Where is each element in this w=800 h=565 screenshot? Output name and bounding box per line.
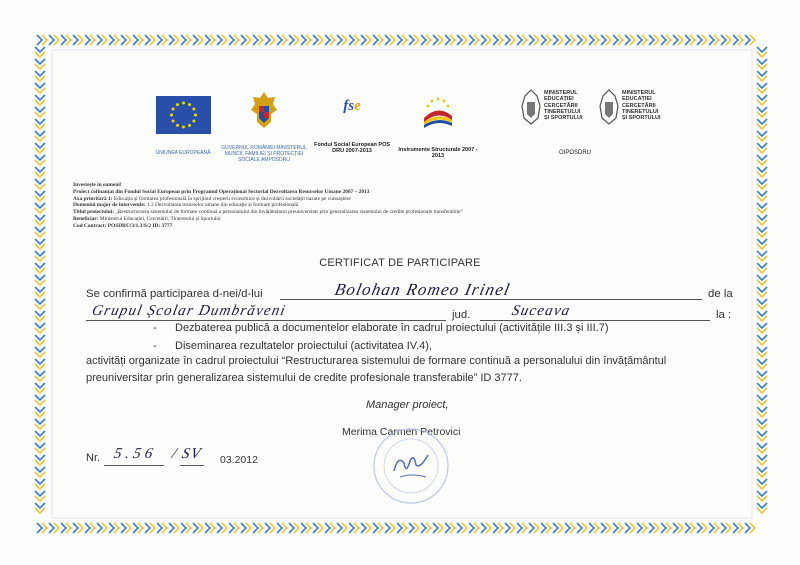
ministry-line: ȘI SPORTULUI bbox=[622, 115, 661, 122]
info-contract: Cod Contract: POSDRU/3/1.3/S/2 ID: 3777 bbox=[73, 222, 173, 229]
jud-label: jud. bbox=[452, 309, 471, 321]
ministry-line: TINERETULUI bbox=[622, 108, 659, 115]
fse-mark-accent: e bbox=[354, 98, 361, 114]
stamp-signature-icon bbox=[370, 425, 452, 507]
ministry-line: CERCETĂRII bbox=[622, 102, 656, 109]
body-line-2: preuniversitar prin generalizarea sistemului de credite profesionale transferabile” ID 3777. bbox=[86, 372, 522, 384]
nr-label: Nr. bbox=[86, 452, 101, 464]
structural-instruments-caption: Instrumente Structurale 2007 - 2013 bbox=[398, 147, 478, 159]
activity-1: Dezbaterea publică a documentelor elaborate în cadrul proiectului (activitățile III.3 și III.7) bbox=[175, 322, 609, 334]
fse-logo bbox=[312, 92, 392, 154]
ministry-line: EDUCAȚIEI bbox=[544, 96, 574, 103]
ministry-text-2 bbox=[622, 90, 661, 121]
coat-of-arms-icon bbox=[249, 90, 279, 130]
info-beneficiary-label: Beneficiar: bbox=[73, 215, 99, 222]
cert-date: 03.2012 bbox=[220, 454, 258, 466]
la-text: la : bbox=[716, 309, 732, 321]
info-title-label: Titlul proiectului: bbox=[73, 209, 114, 216]
government-caption: GUVERNUL ROMÂNIEI MINISTERUL MUNCII, FAMILIEI ȘI PROTECȚIEI SOCIALE AMPOSDRU bbox=[221, 145, 307, 163]
school-underline bbox=[86, 320, 446, 321]
nr-underline bbox=[104, 465, 164, 466]
info-beneficiary-value: Ministerul Educației, Cercetării, Tineretului și Sportului bbox=[98, 215, 221, 222]
bullet: - bbox=[153, 340, 157, 352]
ministry-line: MINISTERUL bbox=[622, 90, 656, 96]
ministry-crest-icon bbox=[520, 88, 542, 126]
info-axis-value: Educația și formarea profesională în sprijinul creșterii economice și dezvoltării societății bazate pe cunoaștere bbox=[112, 195, 351, 202]
nr-value: 5.56 bbox=[112, 446, 159, 462]
fse-caption: Fondul Social European POS DRU 2007-2013 bbox=[313, 142, 391, 154]
ministry-line: ȘI SPORTULUI bbox=[544, 115, 583, 122]
participant-name: Bolohan Romeo Irinel bbox=[333, 280, 513, 299]
info-slogan: Investește în oameni! bbox=[73, 182, 122, 188]
ministry-caption: OIPOSDRU bbox=[558, 150, 591, 156]
ministry-line: EDUCAȚIEI bbox=[622, 96, 652, 103]
nr-slash: / bbox=[170, 446, 180, 462]
project-info bbox=[73, 182, 673, 230]
body-line-1: activități organizate în cadrul proiectului “Restructurarea sistemului de formare continuă a personalului din învățământul bbox=[86, 355, 667, 367]
ministry-logo-2 bbox=[598, 88, 670, 128]
info-title bbox=[73, 209, 673, 216]
eu-caption: UNIUNEA EUROPEANĂ bbox=[155, 150, 211, 156]
school-name: Grupul Școlar Dumbrăveni bbox=[90, 303, 288, 319]
ministry-crest-icon bbox=[598, 88, 620, 126]
manager-name: Merima Carmen Petrovici bbox=[342, 426, 461, 438]
eu-flag-logo bbox=[150, 96, 216, 156]
ministry-line: MINISTERUL bbox=[544, 90, 578, 96]
manager-label: Manager proiect, bbox=[366, 399, 449, 411]
ministry-line: CERCETĂRII bbox=[544, 102, 578, 109]
fse-mark bbox=[332, 98, 372, 118]
county-name: Suceava bbox=[510, 303, 573, 319]
activity-2: Diseminarea rezultatelor proiectului (activitatea IV.4), bbox=[175, 340, 432, 352]
info-title-value: „Restructurarea sistemului de formare continuă a personalului din învățământul preuniversitar prin generalizarea sistemului de credite profesionale transferabile” bbox=[114, 209, 463, 216]
fse-mark-main: fs bbox=[343, 98, 355, 114]
info-cofinance: Proiect cofinanțat din Fondul Social European prin Programul Operațional Sectorial Dezvoltarea Resurselor Umane 2007 – 2013 bbox=[73, 188, 370, 195]
county-underline bbox=[480, 320, 710, 321]
ministry-text-1 bbox=[544, 90, 583, 121]
de-la-text: de la bbox=[708, 288, 733, 300]
bullet: - bbox=[153, 322, 157, 334]
info-axis-label: Axa prioritară 1: bbox=[73, 195, 113, 202]
nr-suffix-underline bbox=[180, 465, 204, 466]
info-beneficiary bbox=[73, 216, 673, 223]
certificate-title: CERTIFICAT DE PARTICIPARE bbox=[319, 257, 481, 269]
confirm-text: Se confirmă participarea d-nei/d-lui bbox=[86, 288, 263, 300]
nr-suffix: SV bbox=[180, 446, 203, 462]
logo-row bbox=[140, 88, 680, 168]
government-crest-logo bbox=[220, 90, 308, 163]
ministry-logo-1 bbox=[520, 88, 592, 128]
info-domain-label: Domeniul major de intervenție: bbox=[73, 202, 146, 209]
eu-flag-icon bbox=[156, 96, 211, 134]
structural-instruments-logo bbox=[398, 92, 478, 159]
info-domain-value: 1.3 Dezvoltarea resurselor umane din educație și formare profesională bbox=[145, 202, 299, 209]
structural-instruments-icon bbox=[418, 92, 458, 132]
ministry-line: TINERETULUI bbox=[544, 108, 581, 115]
